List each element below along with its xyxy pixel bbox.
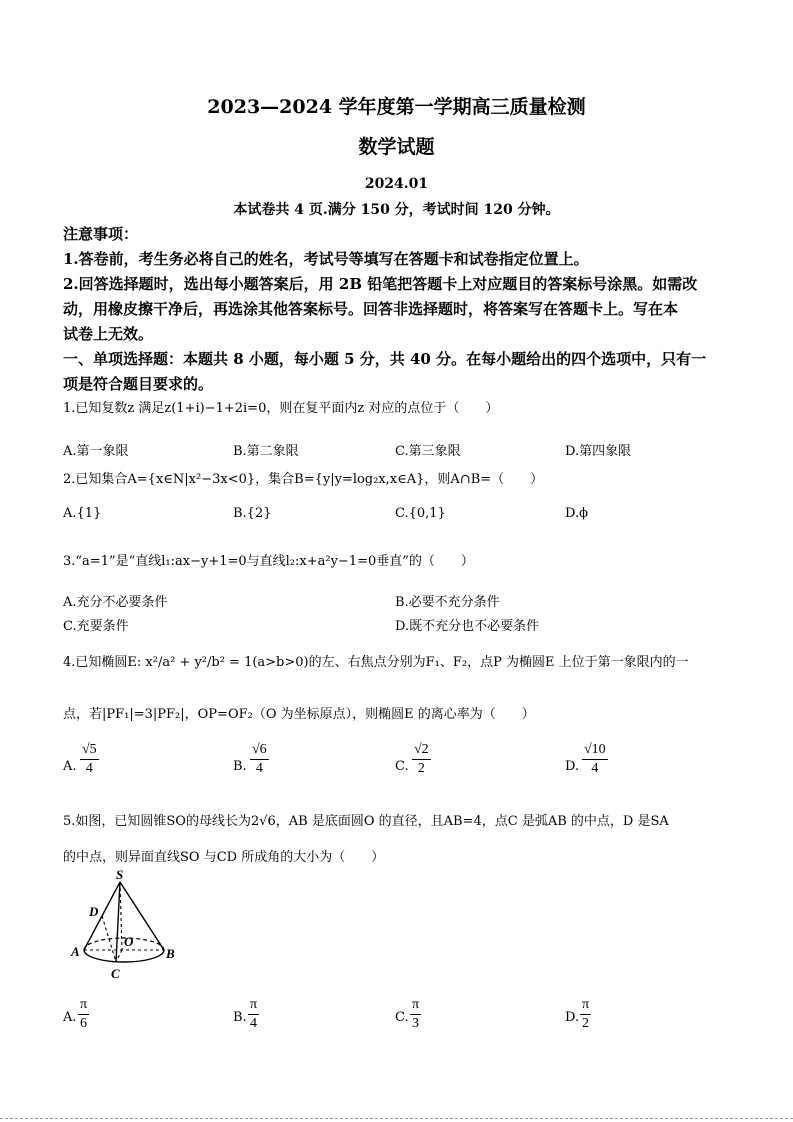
q5-option-d-label: D. bbox=[565, 1010, 580, 1025]
q3-option-a: A.充分不必要条件 bbox=[63, 595, 168, 610]
notice-item-2-line-3: 试卷上无效。 bbox=[63, 325, 154, 343]
q4-stem-line-1: 4.已知椭圆E: x²/a² + y²/b² = 1(a>b>0)的左、右焦点分别为F₁、F₂，点P 为椭圆E 上位于第一象限内的一 bbox=[63, 655, 689, 670]
q3-option-c: C.充要条件 bbox=[63, 619, 129, 634]
cone-label-c: C bbox=[111, 966, 120, 981]
exam-date: 2024.01 bbox=[364, 176, 429, 192]
exam-title: 2023—2024 学年度第一学期高三质量检测 bbox=[207, 96, 586, 118]
q4-option-b-fraction: $\frac{√6}{4}$ bbox=[252, 742, 267, 776]
q4-option-a-label: A. bbox=[63, 759, 77, 774]
q4-option-c-fraction: $\frac{√2}{2}$ bbox=[414, 742, 429, 776]
q3-option-b: B.必要不充分条件 bbox=[395, 595, 500, 610]
q2-stem: 2.已知集合A={x∈N|x²−3x<0}，集合B={y|y=log₂x,x∈A}，则A∩B=（ ） bbox=[63, 472, 544, 487]
cone-label-s: S bbox=[116, 868, 124, 882]
q2-option-c: C.{0,1} bbox=[395, 506, 446, 521]
q1-option-a: A.第一象限 bbox=[63, 444, 129, 459]
cone-label-b: B bbox=[166, 946, 175, 961]
q1-option-b: B.第二象限 bbox=[233, 444, 299, 459]
section1-line-2: 项是符合题目要求的。 bbox=[63, 375, 214, 393]
q4-option-d-fraction: $\frac{√10}{4}$ bbox=[584, 742, 606, 776]
notice-item-2-line-2: 动，用橡皮擦干净后，再选涂其他答案标号。回答非选择题时，将答案写在答题卡上。写在本 bbox=[63, 300, 679, 318]
cone-figure bbox=[66, 868, 186, 984]
q5-option-c-label: C. bbox=[395, 1010, 409, 1025]
q1-stem: 1.已知复数z 满足z(1+i)−1+2i=0，则在复平面内z 对应的点位于（ ） bbox=[63, 401, 499, 416]
q3-option-d: D.既不充分也不必要条件 bbox=[395, 619, 540, 634]
q4-option-a-fraction: $\frac{√5}{4}$ bbox=[82, 742, 97, 776]
q4-option-b-label: B. bbox=[233, 759, 247, 774]
notice-heading: 注意事项： bbox=[63, 225, 139, 243]
q2-option-b: B.{2} bbox=[233, 506, 272, 521]
q5-option-a-fraction: $\frac{\pi}{6}$ bbox=[80, 997, 88, 1031]
exam-info: 本试卷共 4 页.满分 150 分，考试时间 120 分钟。 bbox=[233, 202, 560, 218]
q5-option-b-label: B. bbox=[233, 1010, 247, 1025]
section1-line-1: 一、单项选择题：本题共 8 小题，每小题 5 分，共 40 分。在每小题给出的四个选项中，只有一 bbox=[63, 350, 707, 368]
q5-stem-line-2: 的中点，则异面直线SO 与CD 所成角的大小为（ ） bbox=[63, 850, 385, 865]
q4-option-c-label: C. bbox=[395, 759, 409, 774]
q5-stem-line-1: 5.如图，已知圆锥SO的母线长为2√6，AB 是底面圆O 的直径，且AB=4，点C 是弧AB 的中点，D 是SA bbox=[63, 814, 669, 829]
cone-label-d: D bbox=[89, 904, 99, 919]
q4-option-d-label: D. bbox=[565, 759, 580, 774]
cone-label-a: A bbox=[71, 944, 80, 959]
cone-line-so bbox=[120, 882, 122, 950]
q2-option-d: D.ϕ bbox=[565, 506, 588, 521]
exam-subtitle: 数学试题 bbox=[358, 136, 435, 158]
q4-stem-line-2: 点，若|PF₁|=3|PF₂|，OP=OF₂（O 为坐标原点），则椭圆E 的离心率为（ ） bbox=[63, 707, 535, 722]
q3-stem: 3.“a=1”是“直线l₁:ax−y+1=0与直线l₂:x+a²y−1=0垂直”的（ ） bbox=[63, 554, 474, 569]
q5-option-c-fraction: $\frac{\pi}{3}$ bbox=[412, 997, 420, 1031]
q5-option-d-fraction: $\frac{\pi}{2}$ bbox=[582, 997, 590, 1031]
q1-option-c: C.第三象限 bbox=[395, 444, 461, 459]
notice-item-2-line-1: 2.回答选择题时，选出每小题答案后，用 2B 铅笔把答题卡上对应题目的答案标号涂黑。如需改 bbox=[63, 275, 698, 293]
q5-option-b-fraction: $\frac{\pi}{4}$ bbox=[250, 997, 258, 1031]
cone-base-front bbox=[84, 950, 164, 962]
q2-option-a: A.{1} bbox=[63, 506, 102, 521]
cone-label-o: O bbox=[124, 934, 134, 949]
q1-option-d: D.第四象限 bbox=[565, 444, 632, 459]
notice-item-1: 1.答卷前，考生务必将自己的姓名，考试号等填写在答题卡和试卷指定位置上。 bbox=[63, 250, 589, 268]
page-bottom-divider bbox=[0, 1118, 793, 1120]
q5-option-a-label: A. bbox=[63, 1010, 77, 1025]
